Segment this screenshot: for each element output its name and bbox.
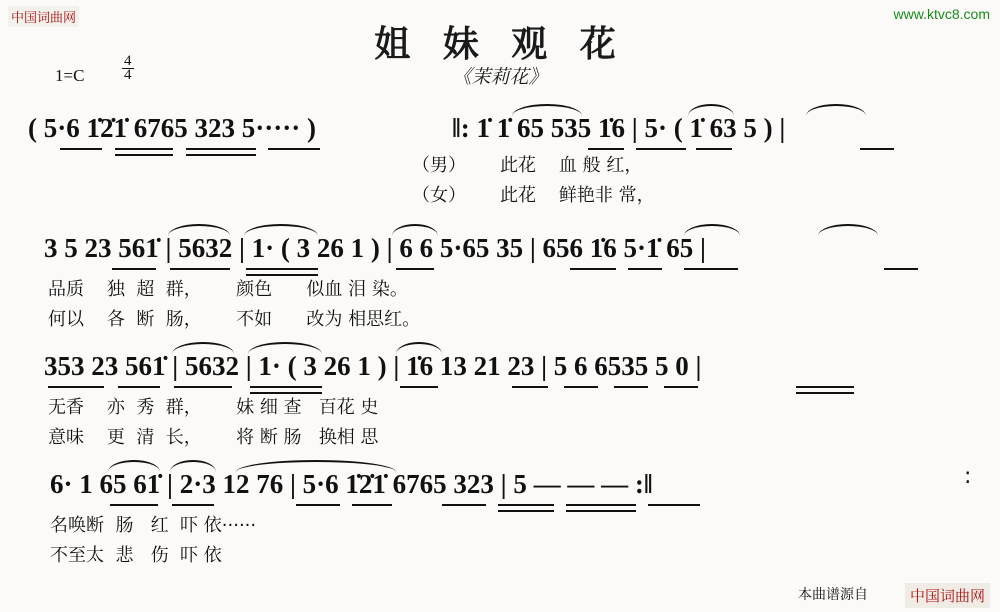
beam-mark [664, 386, 698, 388]
beam-mark [566, 510, 636, 512]
beam-mark [796, 386, 854, 388]
beam-mark [170, 268, 230, 270]
system-2-notes: 3 5 23 561̇ | 5632 | 1· ( 3 26 1 ) | 6 6 5·65 35 | 656 1̇6 5·1̇ 65 | [44, 233, 706, 263]
beam-mark [570, 268, 616, 270]
beam-mark [442, 504, 486, 506]
time-signature [122, 55, 134, 82]
system-2-lyric-line-1: 品质 独 超 群， 颜色 似血 泪 染。 [48, 279, 408, 300]
beam-mark [636, 148, 686, 150]
beam-mark [498, 510, 554, 512]
beam-mark [172, 504, 214, 506]
slur-mark [684, 224, 740, 236]
beam-mark [684, 268, 738, 270]
system-1-lyric-line-2: 此花 鲜艳非 常， [500, 185, 655, 206]
slur-mark [818, 224, 878, 236]
repeat-end-icon: : [964, 464, 972, 489]
beam-mark [112, 268, 156, 270]
beam-mark [296, 504, 340, 506]
slur-mark [172, 342, 234, 354]
beam-mark [110, 504, 158, 506]
time-signature-numerator: 4 [124, 53, 132, 69]
beam-mark [115, 154, 173, 156]
beam-mark [246, 268, 318, 270]
beam-mark [884, 268, 918, 270]
slur-mark [168, 224, 230, 236]
beam-mark [796, 392, 854, 394]
slur-mark [244, 224, 318, 236]
system-2-lyric-line-2: 何以 各 断 肠， 不如 改为 相思红。 [48, 309, 421, 330]
beam-mark [860, 148, 894, 150]
beam-mark [400, 386, 438, 388]
beam-mark [186, 148, 256, 150]
slur-mark [248, 342, 322, 354]
beam-mark [566, 504, 636, 506]
slur-mark [512, 104, 582, 116]
system-4-notes: 6· 1 65 61̇ | 2·3 12 76 | 5·6 1̇2̇1̇ 6765 323 | 5 — — — :‖ [50, 469, 653, 499]
beam-mark [498, 504, 554, 506]
beam-mark [352, 504, 392, 506]
system-1-notes-left: ( 5·6 1̇2̇1̇ 6765 323 5····· ) [28, 113, 317, 143]
beam-mark [614, 386, 648, 388]
beam-mark [186, 154, 256, 156]
watermark-bottom-right-box: 中国词曲网 [905, 583, 990, 608]
system-1-lyric-line-1: 此花 血 般 红， [500, 155, 643, 176]
beam-mark [250, 392, 322, 394]
beam-mark [250, 386, 322, 388]
beam-mark [118, 386, 160, 388]
system-1-lyric-role-1: （男） [412, 155, 466, 176]
system-4-lyric-line-2: 不至太 悲 伤 吓 依 [50, 545, 222, 566]
beam-mark [564, 386, 598, 388]
slur-mark [170, 460, 216, 472]
beam-mark [396, 268, 434, 270]
beam-mark [60, 148, 102, 150]
beam-mark [115, 148, 173, 150]
slur-mark [806, 104, 866, 116]
system-3-notes: 353 23 561̇ | 5632 | 1· ( 3 26 1 ) | 1̇6 13 21 23 | 5 6 6535 5 0 | [44, 351, 702, 381]
system-3-lyric-line-2: 意味 更 清 长， 将 断 肠 换相 思 [48, 427, 379, 448]
beam-mark [174, 386, 232, 388]
beam-mark [628, 268, 662, 270]
beam-mark [48, 386, 104, 388]
slur-mark [688, 104, 734, 116]
beam-mark [268, 148, 320, 150]
beam-mark [648, 504, 700, 506]
key-signature: 1=C [55, 66, 85, 85]
beam-mark [588, 148, 624, 150]
slur-mark [108, 460, 160, 472]
system-1-lyric-role-2: （女） [412, 185, 466, 206]
system-4-lyric-line-1: 名唤断 肠 红 吓 依······ [50, 515, 257, 536]
watermark-bottom-right-text: 本曲谱源自 [798, 587, 868, 603]
slur-mark [396, 342, 442, 354]
beam-mark [246, 274, 318, 276]
system-3-lyric-line-1: 无香 亦 秀 群， 妹 细 查 百花 史 [48, 397, 379, 418]
system-1-notes-right: ‖: 1̇ 1̇ 65 535 1̇6 | 5· ( 1̇ 63 5 ) | [452, 113, 786, 143]
page-subtitle: 《茉莉花》 [452, 66, 548, 88]
time-signature-denominator: 4 [124, 67, 132, 83]
slur-mark [236, 460, 396, 472]
slur-mark [392, 224, 438, 236]
watermark-top-left: 中国词曲网 [8, 6, 79, 27]
page-title: 姐 妹 观 花 [374, 24, 626, 65]
beam-mark [696, 148, 732, 150]
beam-mark [512, 386, 548, 388]
watermark-top-right: www.ktvc8.com [893, 6, 990, 22]
